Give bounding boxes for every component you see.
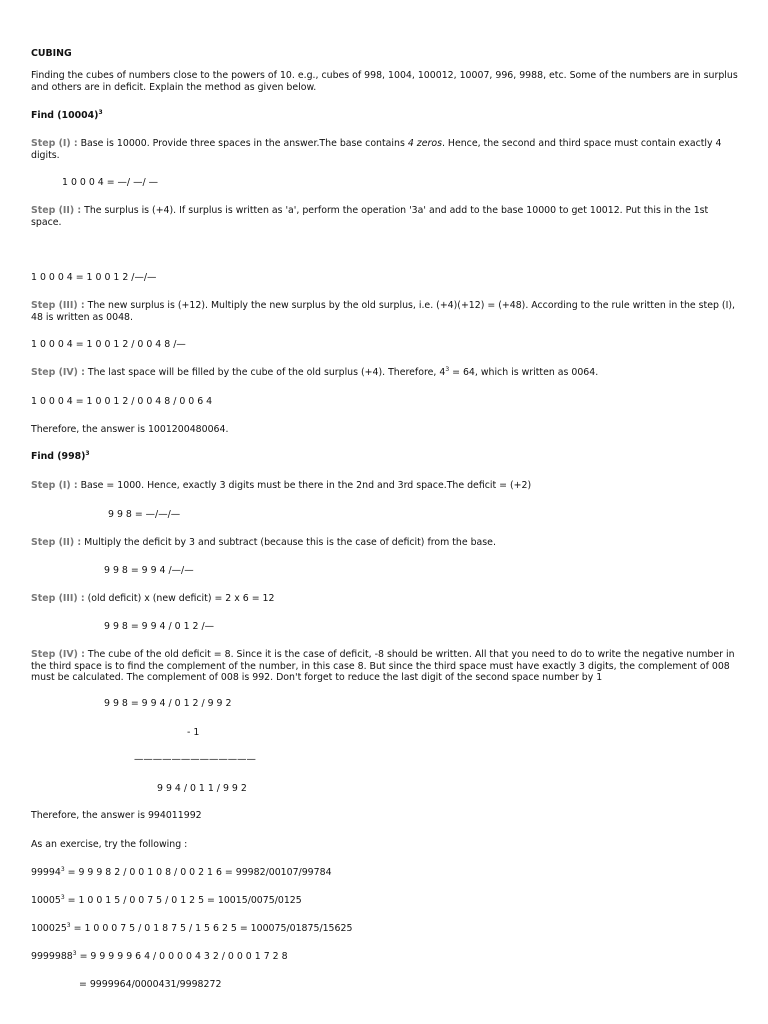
ex2-step1: Step (I) : Base = 1000. Hence, exactly 3 digits must be there in the 2nd and 3rd space.The deficit = (+2) bbox=[31, 480, 532, 491]
ex1-step3: Step (III) : The new surplus is (+12). Multiply the new surplus by the old surplus, i.e. (+4)(+12) = (+48). According to the rule written in the step (I), 48 is written as 0048. bbox=[31, 300, 735, 323]
step-label: Step (IV) : bbox=[31, 367, 85, 378]
step-label: Step (I) : bbox=[31, 480, 78, 491]
step-label: Step (II) : bbox=[31, 205, 82, 216]
exercise-item: $10005^3 = 1$ 0 0 1 5 / 0 0 7 5 / 0 1 2 5 = 10015/0075/0125 bbox=[31, 894, 302, 906]
ex1-heading: Find $(10004)^3$ bbox=[31, 109, 103, 121]
ex2-eq3: 9 9 8 = 9 9 4 / 0 1 2 /— bbox=[104, 621, 215, 632]
ex2-step3: Step (III) : (old deficit) x (new deficit) = 2 x 6 = 12 bbox=[31, 593, 275, 604]
exercise-item: $99994^3 = 9$ 9 9 8 2 / 0 0 1 0 8 / 0 0 2 1 6 = 99982/00107/99784 bbox=[31, 866, 332, 878]
ex2-step2: Step (II) : Multiply the deficit by 3 and subtract (because this is the case of deficit) from the base. bbox=[31, 537, 496, 548]
ex2-minus-one: - 1 bbox=[187, 727, 200, 738]
ex1-step4: Step (IV) : The last space will be filled by the cube of the old surplus (+4). Therefore, $4^3 = 64$, which is written as 0064. bbox=[31, 366, 599, 378]
ex1-step1: Step (I) : Base is 10000. Provide three spaces in the answer.The base contains 4 zeros. Hence, the second and third space must contain exactly 4 digits. bbox=[31, 138, 722, 161]
ex2-eq1: 9 9 8 = —/—/— bbox=[108, 509, 181, 520]
ex1-eq2: 1 0 0 0 4 = 1 0 0 1 2 /—/— bbox=[31, 272, 157, 283]
exercise-item: $100025^3 = 1$ 0 0 0 7 5 / 0 1 8 7 5 / 1 5 6 2 5 = 100075/01875/15625 bbox=[31, 922, 353, 934]
ex2-eq5: 9 9 4 / 0 1 1 / 9 9 2 bbox=[157, 783, 247, 794]
ex2-eq4: 9 9 8 = 9 9 4 / 0 1 2 / 9 9 2 bbox=[104, 698, 232, 709]
step-label: Step (IV) : bbox=[31, 649, 85, 660]
exercise-item: $9999988^3 = 9$ 9 9 9 9 6 4 / 0 0 0 0 4 3 2 / 0 0 0 1 7 2 8 bbox=[31, 950, 288, 962]
ex1-step2: Step (II) : The surplus is (+4). If surplus is written as 'a', perform the operation '3a' and add to the base 10000 to get 10012. Put this in the 1st space. bbox=[31, 205, 709, 228]
ex2-rule: ————————————— bbox=[134, 754, 256, 765]
ex1-answer: Therefore, the answer is 1001200480064. bbox=[31, 424, 229, 435]
exercise-intro: As an exercise, try the following : bbox=[31, 839, 188, 850]
step-label: Step (III) : bbox=[31, 300, 85, 311]
step-label: Step (I) : bbox=[31, 138, 78, 149]
page-title: CUBING bbox=[31, 48, 72, 59]
ex2-answer: Therefore, the answer is 994011992 bbox=[31, 810, 202, 821]
step-label: Step (II) : bbox=[31, 537, 82, 548]
ex2-heading: Find $(998)^3$ bbox=[31, 450, 90, 462]
ex1-eq4: 1 0 0 0 4 = 1 0 0 1 2 / 0 0 4 8 / 0 0 6 4 bbox=[31, 396, 213, 407]
exercise-final: = 9999964/0000431/9998272 bbox=[79, 979, 222, 990]
ex2-step4: Step (IV) : The cube of the old deficit = 8. Since it is the case of deficit, -8 should be written. All that you need to do to write the negative number in the third space is to find the complement of the number, in this case 8. But since the third space must have exactly 3 digits, the complement of 008 must be calculated. The complement of 008 is 992. Don't forget to reduce the last digit of the second space number by 1 bbox=[31, 649, 735, 683]
step-label: Step (III) : bbox=[31, 593, 85, 604]
ex2-eq2: 9 9 8 = 9 9 4 /—/— bbox=[104, 565, 194, 576]
ex1-eq1: 1 0 0 0 4 = —/ —/ — bbox=[62, 177, 158, 188]
ex1-eq3: 1 0 0 0 4 = 1 0 0 1 2 / 0 0 4 8 /— bbox=[31, 339, 186, 350]
intro-paragraph: Finding the cubes of numbers close to the powers of 10. e.g., cubes of 998, 1004, 100012, 10007, 996, 9988, etc. Some of the numbers are in surplus and others are in deficit. Explain the method as given below. bbox=[31, 70, 738, 93]
